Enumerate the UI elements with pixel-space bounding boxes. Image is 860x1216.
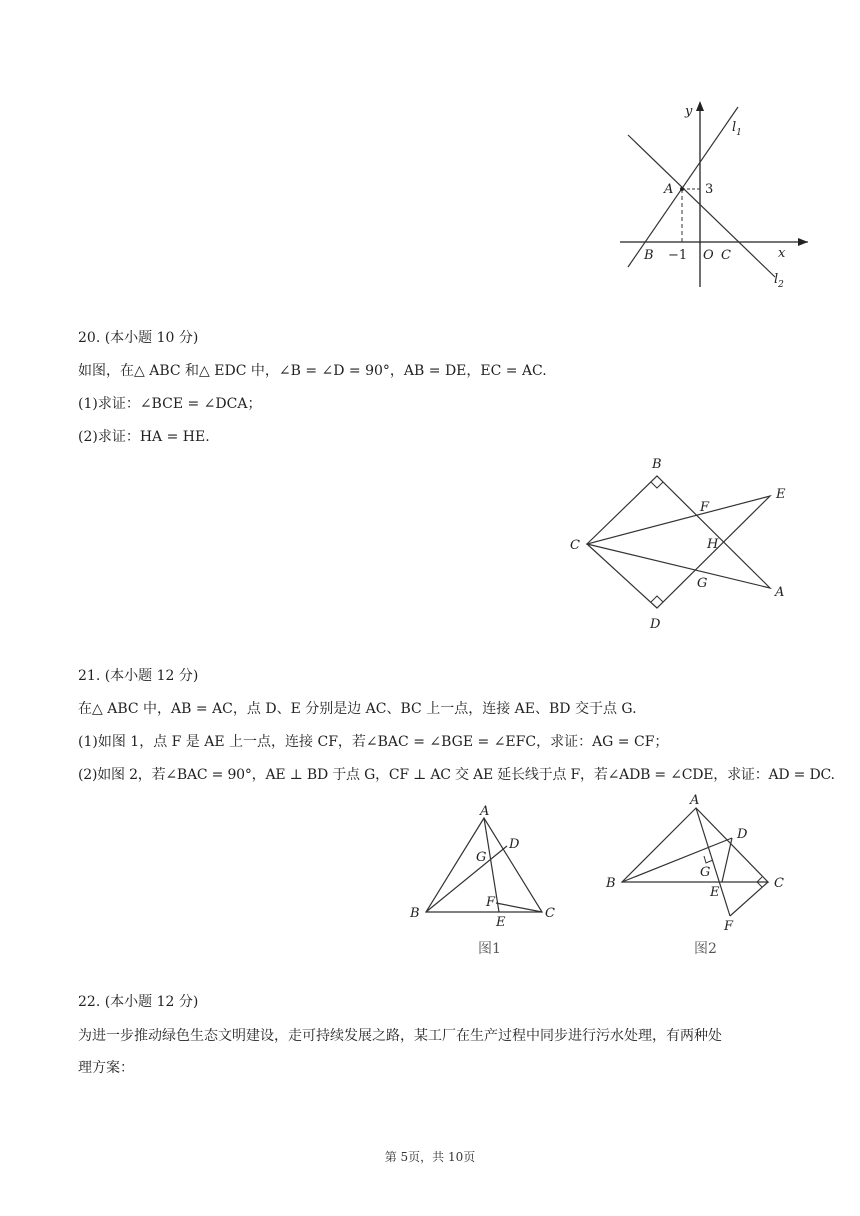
label-f: F — [700, 500, 710, 515]
triangle-abc — [622, 808, 768, 882]
q21-figure1 — [400, 800, 570, 965]
q21-part1: (1)如图 1，点 F 是 AE 上一点，连接 CF，若∠BAC = ∠BGE = ∠EFC，求证：AG = CF； — [78, 734, 669, 750]
fig2-caption: 图2 — [694, 941, 717, 957]
right-angle-d — [651, 596, 663, 602]
label-three: 3 — [705, 182, 714, 197]
segment-cf — [496, 903, 542, 912]
q19-figure — [610, 95, 810, 300]
label-e: E — [776, 487, 786, 502]
label-b: B — [410, 906, 420, 921]
label-e: E — [710, 885, 720, 900]
label-o: O — [703, 248, 714, 263]
label-c: C — [545, 906, 555, 921]
q20-title: 20. (本小题 10 分) — [78, 330, 199, 346]
q22-stem-line2: 理方案： — [78, 1060, 134, 1076]
label-d: D — [650, 617, 661, 632]
label-d: D — [737, 827, 748, 842]
segment-bd — [622, 838, 732, 882]
label-b: B — [644, 248, 654, 263]
q21-stem: 在△ ABC 中，AB = AC，点 D、E 分别是边 AC、BC 上一点，连接 AE、BD 交于点 G. — [78, 701, 637, 717]
q22-title: 22. (本小题 12 分) — [78, 994, 199, 1010]
label-d: D — [509, 837, 520, 852]
segment-cf — [730, 882, 768, 916]
label-c: C — [774, 876, 784, 891]
fig1-caption: 图1 — [478, 941, 501, 957]
label-x: x — [778, 246, 786, 261]
label-a: A — [690, 793, 700, 808]
label-b: B — [652, 457, 662, 472]
label-neg1: −1 — [668, 248, 688, 263]
label-a: A — [480, 804, 490, 819]
label-f: F — [486, 895, 496, 910]
label-h: H — [707, 537, 719, 552]
label-g: G — [476, 850, 487, 865]
point-a — [680, 187, 684, 191]
label-g: G — [697, 576, 708, 591]
triangle-abc — [587, 476, 770, 588]
q20-stem: 如图，在△ ABC 和△ EDC 中，∠B = ∠D = 90°，AB = DE，EC = AC. — [78, 363, 547, 379]
q20-figure — [560, 450, 800, 640]
q21-title: 21. (本小题 12 分) — [78, 668, 199, 684]
page-footer: 第 5页，共 10页 — [384, 1150, 476, 1164]
label-f: F — [724, 919, 734, 934]
q20-part1: (1)求证：∠BCE = ∠DCA； — [78, 396, 262, 412]
label-y: y — [685, 104, 693, 119]
label-a: A — [775, 585, 785, 600]
label-l2: $l_2$ — [774, 272, 784, 290]
label-l1: $l_1$ — [732, 120, 742, 138]
x-axis-arrow — [798, 238, 808, 246]
right-angle-b — [651, 482, 663, 488]
label-c: C — [721, 248, 731, 263]
q21-part2: (2)如图 2，若∠BAC = 90°，AE ⊥ BD 于点 G，CF ⊥ AC 交 AE 延长线于点 F，若∠ADB = ∠CDE，求证：AD = DC. — [78, 767, 835, 783]
triangle-edc — [587, 496, 770, 608]
label-b: B — [606, 876, 616, 891]
line-l1 — [628, 107, 738, 267]
label-a: A — [664, 182, 674, 197]
q20-part2: (2)求证：HA = HE. — [78, 429, 210, 445]
y-axis-arrow — [696, 101, 704, 111]
label-c: C — [570, 538, 580, 553]
label-e: E — [496, 915, 506, 930]
q22-stem-line1: 为进一步推动绿色生态文明建设，走可持续发展之路，某工厂在生产过程中同步进行污水处理，有两种处 — [78, 1028, 722, 1044]
label-g: G — [700, 865, 711, 880]
segment-de — [722, 838, 732, 882]
q21-figure2 — [600, 790, 800, 965]
